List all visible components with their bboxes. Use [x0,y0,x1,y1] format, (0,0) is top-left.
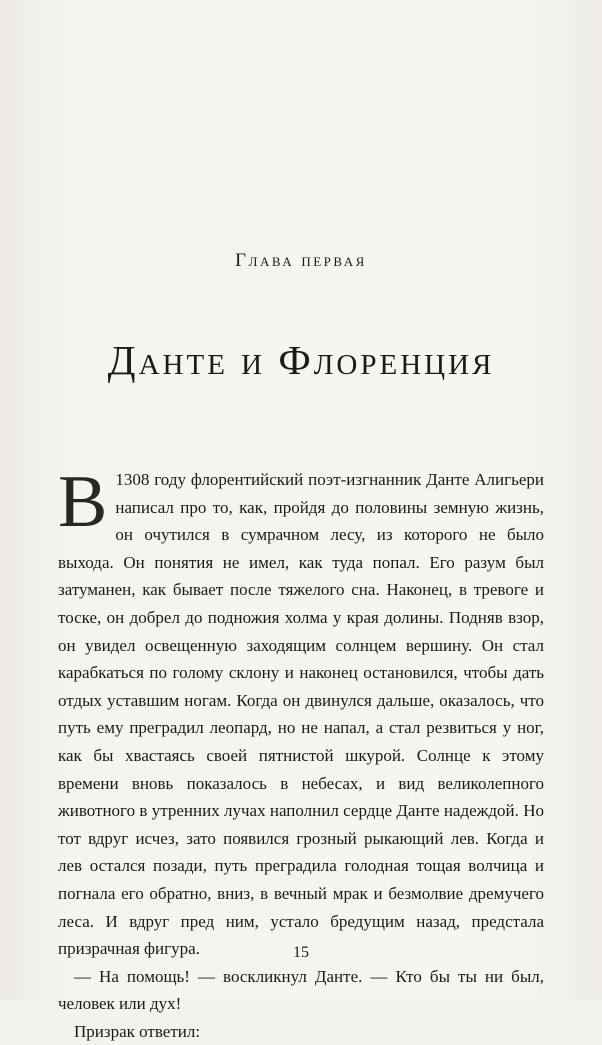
chapter-label: Глава первая [235,250,367,271]
page-number: 15 [293,944,309,961]
paragraph-3: Призрак ответил: [74,1021,201,1041]
drop-cap: В [58,461,108,543]
paragraph-2: — На помощь! — воскликнул Данте. — Кто бы ты ни был, человек или дух! [58,966,544,1014]
paragraph-1-text: 1308 году флорентийский поэт-изгнанник Данте Алигьери написал про то, как, пройдя до половины земную жизнь, он очутился в сумрачном лесу, из которого не было выхода. Он понятия не имел, как туда попал. Его разум был затуманен, как бывает после тяжелого сна. Наконец, в тревоге и тоске, он добрел до подножия холма у края долины. Подняв взор, он увидел освещенную заходящим солнцем вершину. Он стал карабкаться по голому склону и наконец остановился, чтобы дать отдых уставшим ногам. Когда он двинулся дальше, оказалось, что путь ему преградил леопард, но не напал, а стал резвиться у ног, как бы хвастаясь своей пятнистой шкурой. Солнце к этому времени вновь показалось в небесах, и вид великолепного животного в утренних лучах наполнил сердце Данте надеждой. Но тот вдруг исчез, зато появился грозный рыкающий лев. Когда и лев остался позади, путь преградила голодная тощая волчица и погнала его обратно, вниз, в вечный мрак и безмолвие дремучего леса. И вдруг пред ним, устало бредущим назад, предстала призрачная фигура. [58,470,544,959]
chapter-title: Данте и Флоренция [107,337,495,383]
paragraph-1 [58,461,544,963]
